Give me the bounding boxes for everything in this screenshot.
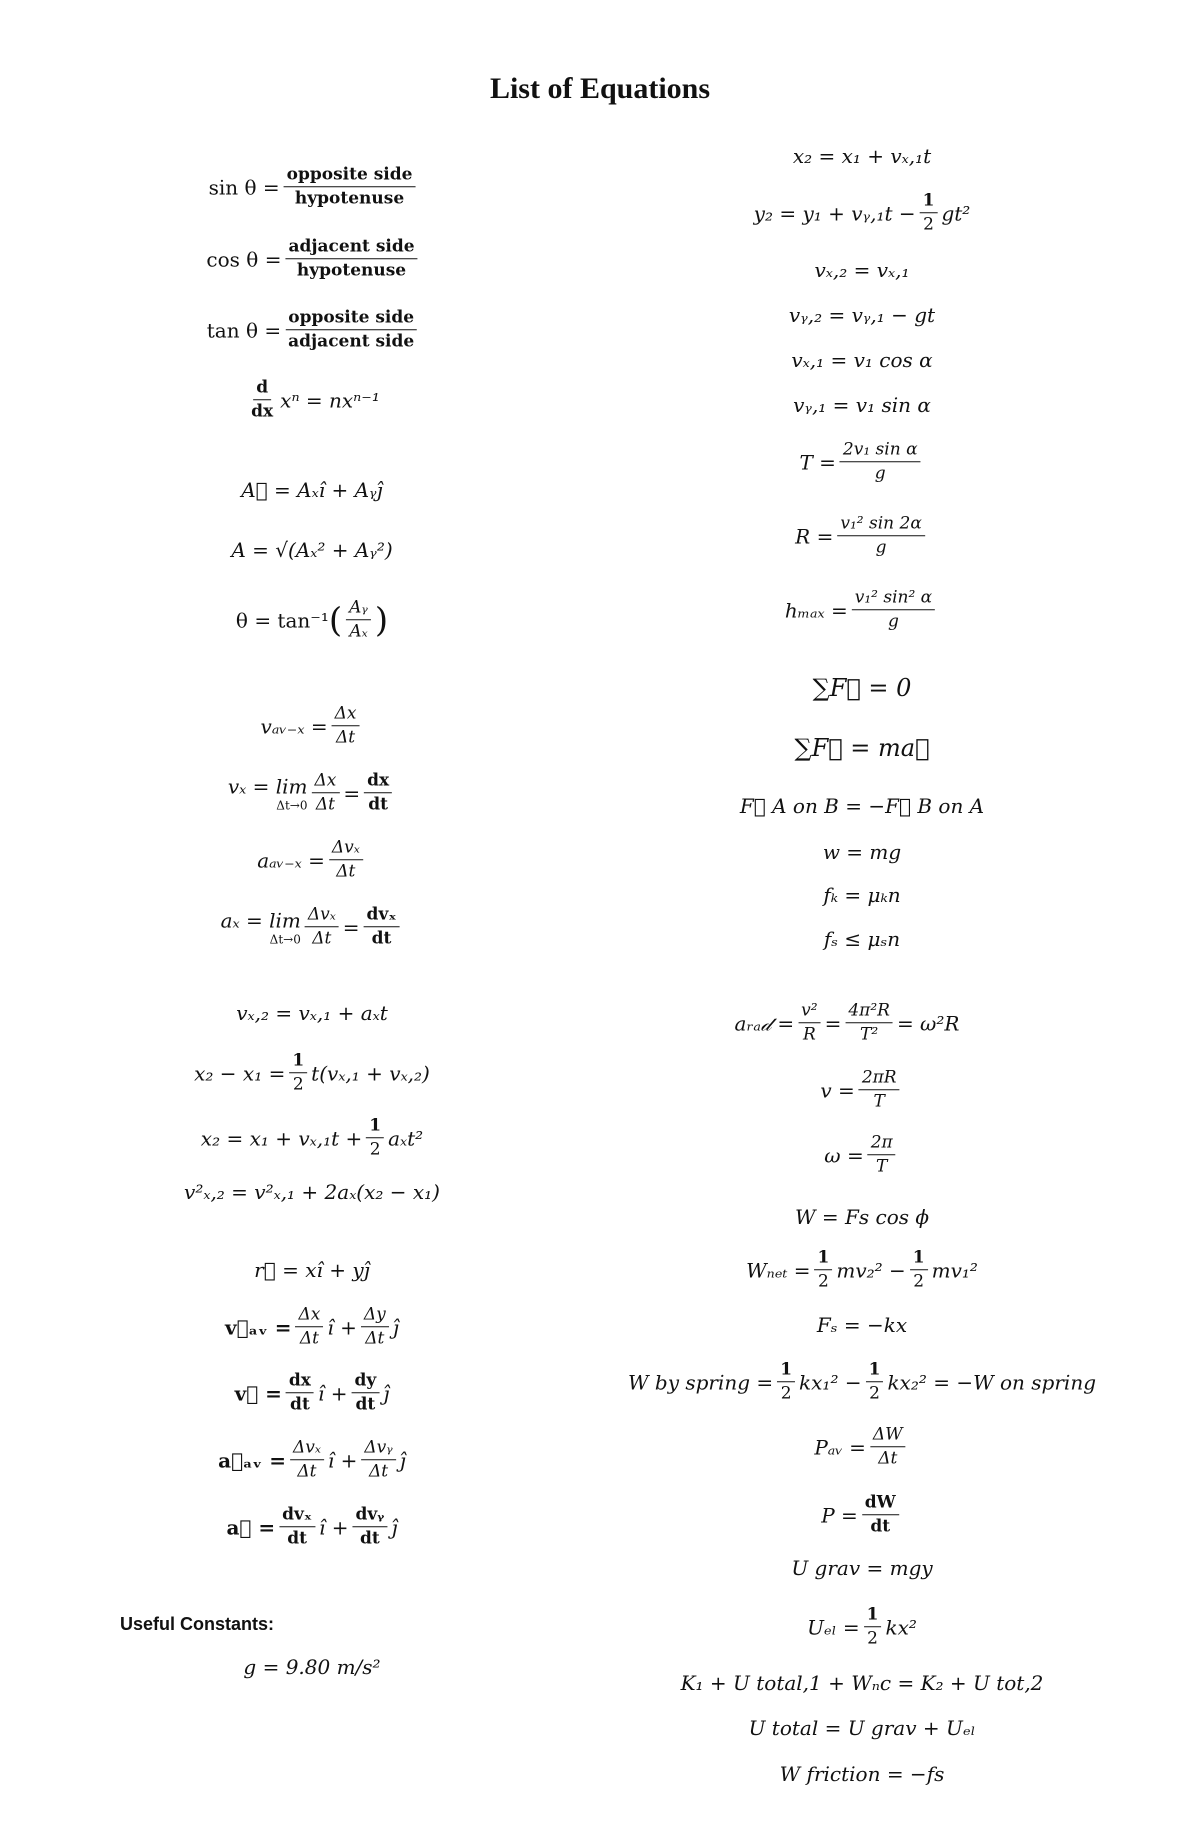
velocity-vector-d1: dt	[290, 1394, 310, 1415]
circular-speed-num: 2πR	[859, 1067, 900, 1090]
projectile-vy1: vᵧ,₁ = v₁ sin α	[793, 393, 931, 417]
avg-power-den: Δt	[878, 1448, 898, 1469]
projectile-time-num: 2v₁ sin α	[840, 439, 921, 462]
elastic-pe-lhs: Uₑₗ =	[807, 1615, 860, 1639]
displacement-num: 1	[289, 1050, 307, 1073]
avg-accel-vector-d1: Δt	[297, 1461, 317, 1482]
energy-conservation-equation: K₁ + U total,1 + Wₙc = K₂ + U tot,2	[680, 1671, 1044, 1695]
cos-equation	[206, 236, 421, 282]
avg-velocity-vector-d1: Δt	[299, 1328, 319, 1349]
accel-vector-n1: dvₓ	[279, 1504, 315, 1527]
theta-numerator: Aᵧ	[346, 597, 371, 620]
avg-power-lhs: Pₐᵥ =	[814, 1435, 866, 1459]
radial-accel-eq: =	[824, 1011, 842, 1035]
elastic-pe-num: 1	[864, 1604, 882, 1627]
avg-accel-equation	[257, 837, 367, 883]
spring-force-equation: Fₛ = −kx	[816, 1313, 908, 1337]
projectile-vy2: vᵧ,₂ = vᵧ,₁ − gt	[788, 303, 936, 327]
radial-accel-n2: 4π²R	[845, 1000, 893, 1023]
avg-accel-numerator: Δvₓ	[329, 837, 363, 860]
projectile-range-den: g	[875, 537, 887, 558]
spring-work-end: kx₂² = −W on spring	[887, 1370, 1097, 1394]
net-work-n1: 1	[815, 1247, 833, 1270]
angular-speed-lhs: ω =	[824, 1143, 864, 1167]
velocity-vector-mid: î +	[317, 1381, 348, 1405]
inst-accel-lhs: aₓ = lim	[220, 908, 301, 932]
newton-second-law: ∑F⃗ = ma⃗	[794, 734, 930, 762]
avg-velocity-vector-equation	[225, 1304, 399, 1350]
inst-velocity-den1: Δt	[315, 794, 335, 815]
radial-accel-d2: T²	[860, 1024, 879, 1045]
net-work-mid: mv₂² −	[836, 1258, 906, 1282]
avg-accel-vector-end: ĵ	[399, 1448, 406, 1472]
kinetic-friction-equation: fₖ = μₖn	[823, 883, 901, 907]
derivative-denominator: dx	[251, 401, 274, 422]
avg-power-equation	[814, 1424, 909, 1470]
avg-velocity-lhs: vₐᵥ₋ₓ =	[260, 714, 328, 738]
velocity-vector-n1: dx	[286, 1370, 314, 1393]
inst-velocity-lhs: vₓ = lim	[227, 774, 308, 798]
avg-velocity-denominator: Δt	[335, 727, 356, 748]
spring-work-n2: 1	[866, 1359, 884, 1382]
sin-equation	[209, 164, 420, 210]
angular-speed-equation	[824, 1132, 899, 1178]
avg-accel-vector-n1: Δvₓ	[290, 1437, 324, 1460]
elastic-pe-den: 2	[867, 1628, 878, 1649]
velocity-vector-d2: dt	[355, 1394, 376, 1415]
newton-first-law: ∑F⃗ = 0	[812, 674, 912, 702]
spring-work-d1: 2	[780, 1383, 792, 1404]
inst-velocity-eq: =	[343, 781, 361, 805]
work-equation: W = Fs cos ϕ	[794, 1205, 930, 1229]
projectile-vx1: vₓ,₁ = v₁ cos α	[791, 348, 933, 372]
derivative-numerator: d	[253, 377, 271, 400]
power-equation	[821, 1492, 903, 1538]
circular-speed-lhs: v =	[820, 1078, 855, 1102]
tan-denominator: adjacent side	[288, 331, 415, 352]
inst-accel-equation	[221, 904, 404, 950]
accel-vector-n2: dvᵧ	[353, 1504, 388, 1527]
position-lhs: x₂ = x₁ + vₓ,₁t +	[200, 1126, 363, 1150]
power-lhs: P =	[821, 1503, 858, 1527]
cos-denominator: hypotenuse	[296, 260, 407, 281]
avg-velocity-equation	[261, 703, 364, 749]
net-work-d1: 2	[818, 1271, 829, 1292]
const-accel-velocity: vₓ,₂ = vₓ,₁ + aₓt	[236, 1001, 388, 1025]
avg-velocity-vector-mid: î +	[327, 1315, 357, 1339]
net-work-equation	[746, 1247, 978, 1293]
inst-accel-den1: Δt	[312, 928, 332, 949]
vector-magnitude-equation: A = √(Aₓ² + Aᵧ²)	[231, 538, 393, 562]
elastic-pe-equation	[807, 1604, 917, 1650]
const-accel-displacement	[194, 1050, 430, 1096]
spring-work-lhs: W by spring =	[627, 1370, 774, 1394]
circular-speed-den: T	[873, 1091, 885, 1112]
net-work-n2: 1	[910, 1247, 928, 1270]
accel-vector-mid: î +	[318, 1515, 349, 1539]
velocity-vector-end: ĵ	[383, 1381, 390, 1405]
avg-power-num: ΔW	[870, 1424, 906, 1447]
theta-lhs: θ = tan⁻¹	[235, 608, 329, 632]
power-rule-equation	[244, 377, 380, 423]
circular-speed-equation	[820, 1067, 903, 1113]
gravitational-pe-equation: U grav = mgy	[791, 1556, 933, 1580]
total-pe-equation: U total = U grav + Uₑₗ	[748, 1716, 976, 1740]
accel-vector-end: ĵ	[391, 1515, 398, 1539]
inst-velocity-num1: Δx	[311, 770, 339, 793]
position-num: 1	[366, 1115, 384, 1138]
projectile-y2-den: 2	[923, 214, 934, 235]
avg-velocity-vector-n1: Δx	[296, 1304, 324, 1327]
radial-accel-rhs: = ω²R	[896, 1011, 960, 1035]
inst-accel-num2: dvₓ	[364, 904, 400, 927]
position-rhs: aₓt²	[388, 1126, 424, 1150]
power-num: dW	[862, 1492, 899, 1515]
power-den: dt	[870, 1516, 891, 1537]
inst-velocity-den2: dt	[368, 794, 389, 815]
inst-accel-den2: dt	[371, 928, 392, 949]
avg-velocity-vector-n2: Δy	[361, 1304, 389, 1327]
spring-work-mid: kx₁² −	[799, 1370, 862, 1394]
radial-accel-lhs: aᵣₐ𝒹 =	[734, 1011, 795, 1035]
velocity-vector-lhs: v⃗ =	[234, 1381, 282, 1405]
inst-accel-eq: =	[342, 915, 360, 939]
projectile-max-height-lhs: hₘₐₓ =	[784, 598, 848, 622]
accel-vector-equation	[226, 1504, 397, 1550]
projectile-time	[799, 439, 924, 485]
weight-equation: w = mg	[822, 840, 902, 864]
radial-accel-equation	[735, 1000, 960, 1046]
avg-velocity-vector-end: ĵ	[392, 1315, 399, 1339]
position-vector-equation: r⃗ = xî + yĵ	[254, 1258, 370, 1282]
displacement-rhs: t(vₓ,₁ + vₓ,₂)	[311, 1061, 430, 1085]
projectile-time-den: g	[874, 463, 886, 484]
projectile-x2: x₂ = x₁ + vₓ,₁t	[792, 144, 932, 168]
vector-angle-equation: θ = tan⁻¹ ( $\frac{\text{Aᵧ}}{\text{Aₓ}}$ )	[235, 597, 389, 642]
position-den: 2	[369, 1139, 381, 1160]
displacement-lhs: x₂ − x₁ =	[194, 1061, 286, 1085]
gravity-constant: g = 9.80 m/s²	[243, 1655, 381, 1679]
angular-speed-den: T	[876, 1156, 888, 1177]
friction-work-equation: W friction = −fs	[779, 1762, 945, 1786]
elastic-pe-rhs: kx²	[885, 1615, 917, 1639]
avg-accel-vector-equation	[218, 1437, 406, 1483]
angular-speed-num: 2π	[868, 1132, 896, 1155]
displacement-den: 2	[292, 1074, 304, 1095]
projectile-max-height-num: v₁² sin² α	[852, 587, 935, 610]
static-friction-equation: fₛ ≤ μₛn	[823, 927, 901, 951]
inst-accel-limit: Δt→0	[269, 932, 301, 946]
sin-numerator: opposite side	[284, 164, 416, 187]
const-accel-position	[201, 1115, 423, 1161]
spring-work-d2: 2	[869, 1383, 880, 1404]
page-title: List of Equations	[489, 72, 711, 105]
vector-a-equation: A⃗ = Aₓî + Aᵧĵ	[241, 478, 383, 502]
projectile-max-height-den: g	[887, 611, 899, 632]
cos-numerator: adjacent side	[285, 236, 417, 259]
accel-vector-lhs: a⃗ =	[226, 1515, 276, 1539]
avg-velocity-vector-lhs: v⃗ₐᵥ =	[225, 1315, 292, 1339]
inst-velocity-limit: Δt→0	[276, 798, 308, 812]
velocity-vector-n2: dy	[351, 1370, 379, 1393]
accel-vector-d1: dt	[287, 1528, 307, 1549]
projectile-y2-num: 1	[920, 190, 938, 213]
velocity-vector-equation	[235, 1370, 390, 1416]
spring-work-equation	[628, 1359, 1096, 1405]
sin-lhs: sin θ =	[208, 175, 280, 199]
projectile-time-lhs: T =	[799, 450, 836, 474]
inst-velocity-num2: dx	[364, 770, 392, 793]
avg-accel-vector-lhs: a⃗ₐᵥ =	[218, 1448, 286, 1472]
radial-accel-n1: v²	[798, 1000, 820, 1023]
sin-denominator: hypotenuse	[294, 188, 405, 209]
avg-accel-vector-d2: Δt	[368, 1461, 389, 1482]
newton-third-law: F⃗ A on B = −F⃗ B on A	[739, 794, 985, 818]
avg-accel-vector-mid: î +	[327, 1448, 358, 1472]
projectile-range-lhs: R =	[795, 524, 834, 548]
radial-accel-d1: R	[802, 1024, 816, 1045]
projectile-y2-lhs: y₂ = y₁ + vᵧ,₁t −	[753, 201, 916, 225]
projectile-vx2: vₓ,₂ = vₓ,₁	[814, 258, 910, 282]
theta-denominator: Aₓ	[349, 621, 368, 642]
cos-lhs: cos θ =	[206, 247, 282, 271]
inst-velocity-equation	[228, 770, 396, 816]
projectile-y2	[754, 190, 971, 236]
avg-accel-lhs: aₐᵥ₋ₓ =	[257, 848, 325, 872]
const-accel-velocity-squared: v²ₓ,₂ = v²ₓ,₁ + 2aₓ(x₂ − x₁)	[184, 1180, 440, 1204]
useful-constants-label: Useful Constants:	[120, 1614, 275, 1634]
projectile-max-height	[785, 587, 939, 633]
tan-equation	[207, 307, 421, 353]
avg-velocity-vector-d2: Δt	[365, 1328, 385, 1349]
projectile-y2-rhs: gt²	[941, 201, 971, 225]
net-work-d2: 2	[913, 1271, 925, 1292]
tan-lhs: tan θ =	[206, 318, 282, 342]
accel-vector-d2: dt	[360, 1528, 380, 1549]
inst-accel-num1: Δvₓ	[305, 904, 339, 927]
projectile-range	[795, 513, 929, 559]
avg-accel-denominator: Δt	[336, 861, 356, 882]
tan-numerator: opposite side	[285, 307, 417, 330]
power-rule-rhs: xⁿ = nxⁿ⁻¹	[280, 388, 380, 412]
projectile-range-num: v₁² sin 2α	[837, 513, 924, 536]
net-work-lhs: Wₙₑₜ =	[746, 1258, 811, 1282]
avg-accel-vector-n2: Δvᵧ	[361, 1437, 395, 1460]
spring-work-n1: 1	[777, 1359, 795, 1382]
net-work-end: mv₁²	[931, 1258, 978, 1282]
avg-velocity-numerator: Δx	[332, 703, 360, 726]
